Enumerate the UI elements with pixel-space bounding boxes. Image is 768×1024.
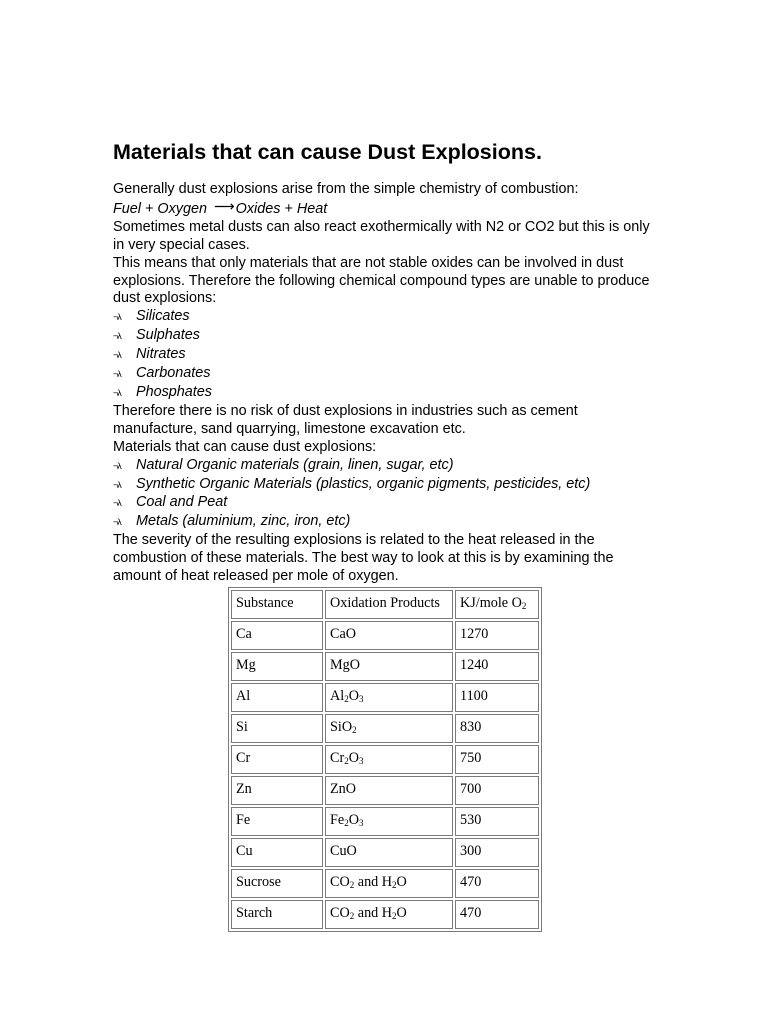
cell-text: Cr xyxy=(236,750,251,767)
non-explosive-list xyxy=(113,308,653,403)
bullet-icon: ¬λ xyxy=(113,350,121,361)
subscript: 2 xyxy=(521,601,527,612)
cell-text: Substance xyxy=(236,595,294,612)
table-header-row xyxy=(231,590,539,619)
table-row xyxy=(231,807,539,836)
document-page xyxy=(113,138,653,932)
cell-text: SiO xyxy=(330,719,353,736)
cell-text: CO xyxy=(330,874,350,891)
non-explosive-item xyxy=(113,346,653,365)
table-cell xyxy=(325,807,453,836)
list-item-label: Silicates xyxy=(136,308,190,325)
table-cell xyxy=(455,900,539,929)
list-item-label: Synthetic Organic Materials (plastics, organic pigments, pesticides, etc) xyxy=(136,475,591,492)
arrow-icon: ⟶ xyxy=(214,198,235,215)
cell-text: Starch xyxy=(236,905,273,922)
cell-text: Fe xyxy=(236,812,251,829)
non-explosive-item xyxy=(113,327,653,346)
cell-text: Ca xyxy=(236,626,252,643)
heat-table-wrapper xyxy=(228,587,653,932)
subscript: 2 xyxy=(352,725,357,736)
subscript: 2 xyxy=(344,756,349,767)
cell-text: 530 xyxy=(460,812,482,829)
explosive-material-item xyxy=(113,494,653,513)
subscript: 2 xyxy=(392,880,397,891)
cell-text: CaO xyxy=(330,626,357,643)
table-cell xyxy=(325,714,453,743)
subscript: 3 xyxy=(358,756,364,767)
cell-text: Fe xyxy=(330,812,345,829)
bullet-icon: ¬λ xyxy=(113,369,121,380)
table-row xyxy=(231,745,539,774)
table-cell xyxy=(325,683,453,712)
cell-text: Cr xyxy=(330,750,345,767)
list-item-label: Phosphates xyxy=(136,383,213,400)
cell-text: 750 xyxy=(460,750,482,767)
cell-text: Sucrose xyxy=(236,874,281,891)
cell-text: MgO xyxy=(330,657,360,674)
can-cause-paragraph: Materials that can cause dust explosions: xyxy=(113,438,377,455)
metal-dust-paragraph: Sometimes metal dusts can also react exothermically with N2 or CO2 but this is only in very special cases. xyxy=(113,218,650,253)
table-row xyxy=(231,714,539,743)
cell-text: 830 xyxy=(460,719,482,736)
cell-text: O xyxy=(396,874,407,891)
table-cell xyxy=(325,838,453,867)
list-item-label: Natural Organic materials (grain, linen, sugar, etc) xyxy=(136,456,454,473)
cell-text: Mg xyxy=(236,657,256,674)
bullet-icon: ¬λ xyxy=(113,331,121,342)
stable-oxides-paragraph: This means that only materials that are not stable oxides can be involved in dust explosions. Therefore the following chemical compound types are unable to produce dust explosions: xyxy=(113,254,650,307)
table-cell xyxy=(455,714,539,743)
subscript: 2 xyxy=(344,818,349,829)
table-cell xyxy=(231,683,323,712)
table-cell xyxy=(231,869,323,898)
severity-paragraph: The severity of the resulting explosions is related to the heat released in the combustion of these materials. The best way to look at this is by examining the amount of heat released per mole of oxygen. xyxy=(113,532,614,585)
cell-text: 700 xyxy=(460,781,482,798)
cell-text: O xyxy=(348,812,359,829)
table-row xyxy=(231,621,539,650)
bullet-icon: ¬λ xyxy=(113,312,121,323)
table-cell xyxy=(231,776,323,805)
subscript: 2 xyxy=(349,880,355,891)
list-item-label: Metals (aluminium, zinc, iron, etc) xyxy=(136,513,351,530)
table-cell xyxy=(231,745,323,774)
table-cell xyxy=(231,900,323,929)
page-title: Materials that can cause Dust Explosions. xyxy=(113,140,542,164)
equation-left: Fuel + Oxygen xyxy=(113,200,211,217)
list-item-label: Sulphates xyxy=(136,327,201,344)
bullet-icon: ¬λ xyxy=(113,517,121,528)
cell-text: CuO xyxy=(330,843,357,860)
table-cell xyxy=(325,621,453,650)
table-row xyxy=(231,652,539,681)
subscript: 3 xyxy=(358,694,364,705)
bullet-icon: ¬λ xyxy=(113,387,121,398)
cell-text: 1270 xyxy=(460,626,489,643)
table-cell xyxy=(455,776,539,805)
cell-text: Al xyxy=(330,688,345,705)
cell-text: 470 xyxy=(460,905,482,922)
cell-text: KJ/mole O xyxy=(460,595,522,612)
explosive-material-item xyxy=(113,457,653,476)
cell-text: Si xyxy=(236,719,248,736)
column-header xyxy=(231,590,323,619)
cell-text: Al xyxy=(236,688,251,705)
explosive-materials-list xyxy=(113,457,653,533)
table-cell xyxy=(325,900,453,929)
combustion-equation xyxy=(113,199,653,219)
cell-text: O xyxy=(348,750,359,767)
bullet-icon: ¬λ xyxy=(113,479,121,490)
subscript: 2 xyxy=(392,911,397,922)
table-cell xyxy=(455,683,539,712)
explosive-material-item xyxy=(113,476,653,495)
table-row xyxy=(231,869,539,898)
table-cell xyxy=(455,869,539,898)
non-explosive-item xyxy=(113,308,653,327)
column-header xyxy=(325,590,453,619)
table-cell xyxy=(325,869,453,898)
table-cell xyxy=(231,621,323,650)
equation-right: Oxides + Heat xyxy=(235,200,328,217)
cell-text: Cu xyxy=(236,843,253,860)
table-cell xyxy=(455,621,539,650)
non-explosive-item xyxy=(113,365,653,384)
table-cell xyxy=(231,807,323,836)
list-item-label: Carbonates xyxy=(136,365,211,382)
cell-text: 1100 xyxy=(460,688,488,705)
non-explosive-item xyxy=(113,384,653,403)
table-cell xyxy=(231,652,323,681)
cell-text: and H xyxy=(354,905,393,922)
table-row xyxy=(231,776,539,805)
column-header xyxy=(455,590,539,619)
cell-text: 1240 xyxy=(460,657,489,674)
table-row xyxy=(231,900,539,929)
heat-release-table xyxy=(228,587,542,932)
subscript: 2 xyxy=(349,911,355,922)
table-cell xyxy=(231,714,323,743)
cell-text: Oxidation Products xyxy=(330,595,440,612)
table-cell xyxy=(231,838,323,867)
table-cell xyxy=(325,776,453,805)
table-cell xyxy=(455,807,539,836)
table-cell xyxy=(325,745,453,774)
table-cell xyxy=(325,652,453,681)
table-cell xyxy=(455,745,539,774)
list-item-label: Coal and Peat xyxy=(136,494,228,511)
table-row xyxy=(231,838,539,867)
no-risk-paragraph: Therefore there is no risk of dust explosions in industries such as cement manufacture, sand quarrying, limestone excavation etc. xyxy=(113,402,578,437)
table-cell xyxy=(455,652,539,681)
table-cell xyxy=(455,838,539,867)
cell-text: and H xyxy=(354,874,393,891)
bullet-icon: ¬λ xyxy=(113,498,121,509)
cell-text: O xyxy=(396,905,407,922)
explosive-material-item xyxy=(113,513,653,532)
cell-text: CO xyxy=(330,905,350,922)
subscript: 2 xyxy=(344,694,349,705)
cell-text: ZnO xyxy=(330,781,357,798)
bullet-icon: ¬λ xyxy=(113,460,121,471)
cell-text: Zn xyxy=(236,781,252,798)
intro-paragraph: Generally dust explosions arise from the simple chemistry of combustion: xyxy=(113,181,579,197)
cell-text: 470 xyxy=(460,874,482,891)
subscript: 3 xyxy=(358,818,364,829)
cell-text: 300 xyxy=(460,843,482,860)
cell-text: O xyxy=(348,688,359,705)
list-item-label: Nitrates xyxy=(136,346,186,363)
table-row xyxy=(231,683,539,712)
